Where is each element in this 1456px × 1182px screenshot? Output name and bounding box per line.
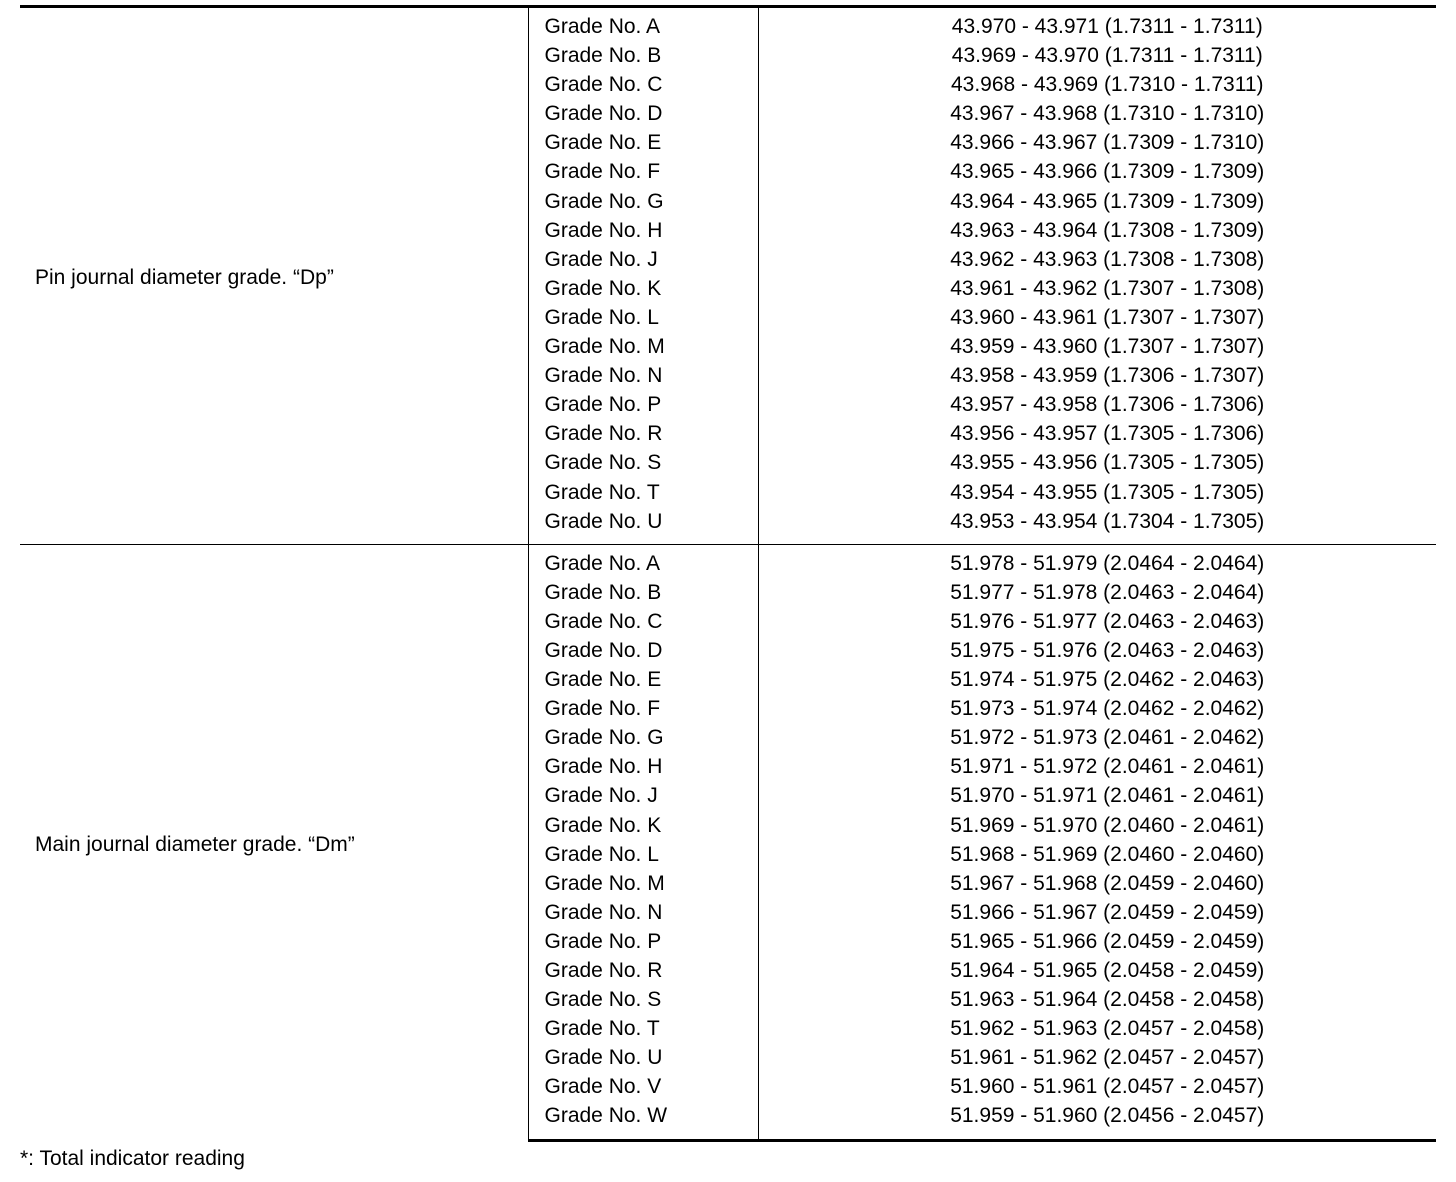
value-cell: 51.974 - 51.975 (2.0462 - 2.0463) — [950, 668, 1265, 692]
value-cell: 43.953 - 43.954 (1.7304 - 1.7305) — [950, 509, 1265, 533]
item-label: Pin journal diameter grade. “Dp” — [20, 7, 528, 545]
grade-cell: Grade No. F — [528, 157, 758, 186]
value-cell: 51.964 - 51.965 (2.0458 - 2.0459) — [950, 959, 1265, 982]
value-cell: 43.966 - 43.967 (1.7309 - 1.7310) — [950, 131, 1265, 155]
grade-cell: Grade No. G — [528, 723, 758, 752]
grade-cell: Grade No. H — [528, 216, 758, 245]
value-cell: 43.969 - 43.970 (1.7311 - 1.7311) — [951, 44, 1263, 68]
value-cell: 51.962 - 51.963 (2.0457 - 2.0458) — [950, 1017, 1265, 1041]
value-cell: 43.962 - 43.963 (1.7308 - 1.7308) — [950, 247, 1265, 271]
grade-cell: Grade No. M — [528, 869, 758, 898]
grade-cell: Grade No. N — [528, 898, 758, 927]
value-cell: 43.964 - 43.965 (1.7309 - 1.7309) — [950, 189, 1265, 213]
grade-cell: Grade No. B — [528, 578, 758, 607]
grade-cell: Grade No. V — [528, 1072, 758, 1101]
spec-group — [20, 7, 1436, 545]
grade-cell: Grade No. R — [528, 419, 758, 448]
value-cell: 51.972 - 51.973 (2.0461 - 2.0462) — [950, 726, 1265, 750]
grade-cell: Grade No. R — [528, 956, 758, 985]
value-cell: 43.963 - 43.964 (1.7308 - 1.7309) — [950, 218, 1265, 242]
grade-cell: Grade No. A — [528, 7, 758, 42]
grade-cell: Grade No. H — [528, 752, 758, 781]
grade-cell: Grade No. K — [528, 811, 758, 840]
footnote: *: Total indicator reading — [20, 1147, 245, 1170]
value-cell: 51.975 - 51.976 (2.0463 - 2.0463) — [950, 638, 1265, 662]
grade-cell: Grade No. P — [528, 390, 758, 419]
spec-group — [20, 544, 1436, 1140]
grade-cell: Grade No. M — [528, 332, 758, 361]
grade-cell: Grade No. F — [528, 694, 758, 723]
grade-cell: Grade No. U — [528, 507, 758, 545]
value-cell: 51.971 - 51.972 (2.0461 - 2.0461) — [950, 755, 1265, 779]
value-cell: 51.966 - 51.967 (2.0459 - 2.0459) — [950, 900, 1265, 924]
value-cell: 43.959 - 43.960 (1.7307 - 1.7307) — [950, 335, 1265, 359]
value-cell: 43.955 - 43.956 (1.7305 - 1.7305) — [950, 451, 1265, 475]
grade-cell: Grade No. W — [528, 1101, 758, 1140]
value-cell: 43.970 - 43.971 (1.7311 - 1.7311) — [758, 7, 1436, 42]
value-cell: 51.968 - 51.969 (2.0460 - 2.0460) — [950, 842, 1265, 866]
value-cell: 43.958 - 43.959 (1.7306 - 1.7307) — [950, 364, 1265, 388]
value-cell: 51.973 - 51.974 (2.0462 - 2.0462) — [950, 697, 1265, 721]
grade-cell: Grade No. U — [528, 1043, 758, 1072]
table-row — [20, 7, 1436, 42]
value-cell: 51.976 - 51.977 (2.0463 - 2.0463) — [950, 609, 1265, 633]
grade-cell: Grade No. D — [528, 636, 758, 665]
grade-cell: Grade No. T — [528, 478, 758, 507]
value-cell: 51.977 - 51.978 (2.0463 - 2.0464) — [950, 580, 1265, 604]
grade-cell: Grade No. D — [528, 99, 758, 128]
item-label: Main journal diameter grade. “Dm” — [20, 544, 528, 1140]
value-cell: 51.970 - 51.971 (2.0461 - 2.0461) — [950, 784, 1265, 808]
value-cell: 43.957 - 43.958 (1.7306 - 1.7306) — [950, 393, 1265, 417]
table-row — [20, 544, 1436, 578]
value-cell: 43.965 - 43.966 (1.7309 - 1.7309) — [950, 160, 1265, 184]
grade-cell: Grade No. A — [528, 544, 758, 578]
grade-cell: Grade No. J — [528, 781, 758, 810]
value-cell: 43.968 - 43.969 (1.7310 - 1.7311) — [950, 73, 1264, 97]
grade-cell: Grade No. S — [528, 985, 758, 1014]
grade-cell: Grade No. S — [528, 448, 758, 477]
value-cell: 51.963 - 51.964 (2.0458 - 2.0458) — [950, 988, 1265, 1012]
grade-cell: Grade No. C — [528, 70, 758, 99]
grade-cell: Grade No. L — [528, 303, 758, 332]
spec-table — [20, 5, 1436, 1142]
grade-cell: Grade No. P — [528, 927, 758, 956]
value-cell: 51.961 - 51.962 (2.0457 - 2.0457) — [950, 1046, 1265, 1070]
grade-cell: Grade No. C — [528, 607, 758, 636]
grade-cell: Grade No. L — [528, 840, 758, 869]
value-cell: 51.960 - 51.961 (2.0457 - 2.0457) — [950, 1075, 1265, 1099]
grade-cell: Grade No. J — [528, 245, 758, 274]
grade-cell: Grade No. G — [528, 187, 758, 216]
value-cell: 51.959 - 51.960 (2.0456 - 2.0457) — [758, 1101, 1436, 1140]
grade-cell: Grade No. E — [528, 665, 758, 694]
value-cell: 43.960 - 43.961 (1.7307 - 1.7307) — [950, 305, 1265, 329]
grade-cell: Grade No. N — [528, 361, 758, 390]
value-cell: 43.956 - 43.957 (1.7305 - 1.7306) — [950, 422, 1265, 446]
grade-cell: Grade No. K — [528, 274, 758, 303]
value-cell: 51.969 - 51.970 (2.0460 - 2.0461) — [950, 813, 1265, 837]
grade-cell: Grade No. T — [528, 1014, 758, 1043]
value-cell: 43.954 - 43.955 (1.7305 - 1.7305) — [950, 480, 1265, 504]
value-cell: 43.967 - 43.968 (1.7310 - 1.7310) — [950, 102, 1265, 126]
value-cell: 51.967 - 51.968 (2.0459 - 2.0460) — [950, 871, 1265, 895]
grade-cell: Grade No. E — [528, 128, 758, 157]
grade-cell: Grade No. B — [528, 41, 758, 70]
value-cell: 51.978 - 51.979 (2.0464 - 2.0464) — [758, 544, 1436, 578]
value-cell: 43.961 - 43.962 (1.7307 - 1.7308) — [950, 276, 1265, 300]
value-cell: 51.965 - 51.966 (2.0459 - 2.0459) — [950, 929, 1265, 953]
